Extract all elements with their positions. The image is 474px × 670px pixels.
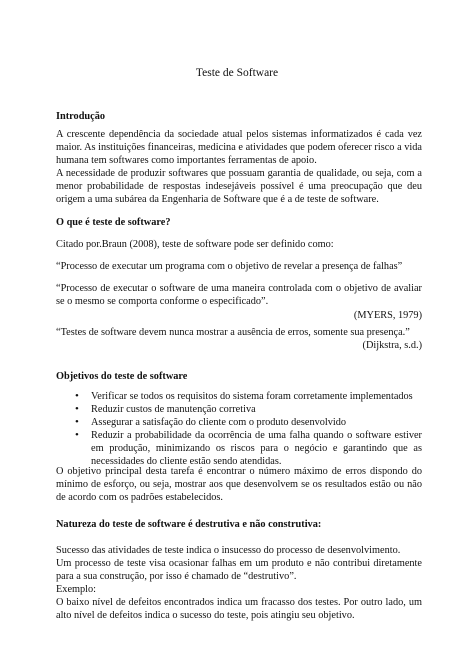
objectives-heading: Objetivos do teste de software [56,371,188,382]
intro-paragraph-1: A crescente dependência da sociedade atual pelos sistemas informatizados é cada vez maior. As instituições financeiras, medicina e atividades que podem oferecer risco a vida humana tem softwares como importantes ferramentas de apoio. [56,129,422,166]
nature-paragraph-2: Um processo de teste visa ocasionar falhas em um produto e não contribui diretamente para a sua construção, por isso é chamado de “destrutivo”. [56,558,422,582]
intro-paragraph-2: A necessidade de produzir softwares que possuam garantia de qualidade, ou seja, com a menor probabilidade de respostas indesejáveis possível é uma preocupação que deu origem a uma subárea da Engenharia de Software que é a de teste de software. [56,168,422,205]
list-item: • Reduzir custos de manutenção corretiva [75,403,422,416]
nature-heading: Natureza do teste de software é destrutiva e não construtiva: [56,519,322,530]
quote-2: “Processo de executar o software de uma maneira controlada com o objetivo de avaliar se o mesmo se comporta conforme o especificado”. [56,283,422,307]
nature-paragraph-1: Sucesso das atividades de teste indica o insucesso do processo de desenvolvimento. [56,545,401,556]
quote-3: “Testes de software devem nunca mostrar a ausência de erros, somente sua presença.” [56,327,410,338]
objectives-paragraph: O objetivo principal desta tarefa é encontrar o número máximo de erros dispondo do mínimo de esforço, ou seja, mostrar aos que desenvolvem se os resultados estão ou não de acordo com os padrões estabelecidos. [56,466,422,503]
what-citation: Citado por.Braun (2008), teste de software pode ser definido como: [56,239,334,250]
quote-2-author: (MYERS, 1979) [353,310,422,321]
what-heading: O que é teste de software? [56,217,171,228]
document-title: Teste de Software [195,67,279,79]
list-item: • Reduzir a probabilidade da ocorrência de uma falha quando o software estiver em produção, minimizando os riscos para o negócio e garantindo que as necessidades do cliente estão sendo atendidas. [75,429,422,468]
intro-heading: Introdução [56,111,106,122]
list-item: • Assegurar a satisfação do cliente com o produto desenvolvido [75,416,422,429]
example-label: Exemplo: [56,584,97,595]
example-paragraph: O baixo nível de defeitos encontrados indica um fracasso dos testes. Por outro lado, um alto nível de defeitos indica o sucesso do teste, pois atingiu seu objetivo. [56,597,422,621]
quote-1: “Processo de executar um programa com o objetivo de revelar a presença de falhas” [56,261,403,272]
quote-3-author: (Dijkstra, s.d.) [362,340,422,351]
list-item: • Verificar se todos os requisitos do sistema foram corretamente implementados [75,390,422,403]
objectives-list [75,390,422,468]
